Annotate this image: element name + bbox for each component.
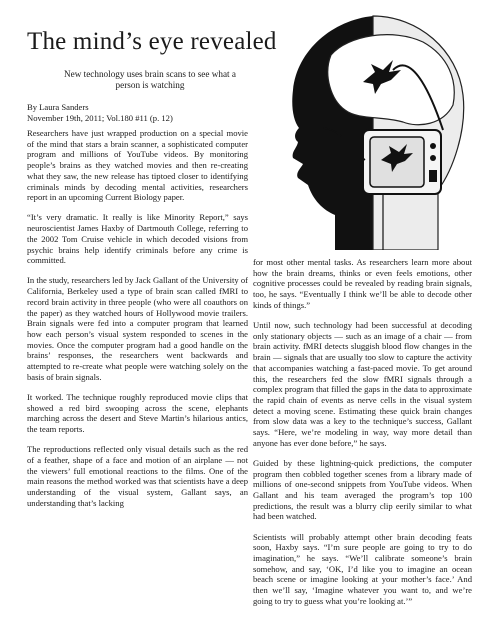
paragraph: It worked. The technique roughly reproduced movie clips that showed a red bird swooping across the scene, elephants marching across the desert and Steve Martin’s hilarious antics, the team reports. (27, 391, 248, 435)
paragraph: Researchers have just wrapped production on a special movie of the mind that stars a brain scanner, a sophisticated computer program and millions of YouTube videos. By monitoring people’s brains as they watched movies and then re-creating what they saw, the new release has tiptoed closer to identifying criminals minds by decoding mental activities, researchers report in an upcoming Current Biology paper. (27, 128, 248, 203)
paragraph: Guided by these lightning-quick predictions, the computer program then cobbled together scenes from a library made of millions of one-second snippets from YouTube videos. When Gallant and his team averaged the program’s top 100 predictions, the result was a blurry clip eerily similar to what had been watched. (253, 457, 472, 522)
head-illustration (253, 10, 471, 250)
tv-icon (363, 130, 441, 194)
article-subtitle: New technology uses brain scans to see what a person is watching (64, 69, 236, 90)
author: By Laura Sanders (27, 102, 89, 112)
paragraph: In the study, researchers led by Jack Gallant of the University of California, Berkeley used a type of brain scan called fMRI to record brain activity in three people (who were all coauthors on the paper) as they watched hours of Hollywood movie trailers. Brain signals were fed into a computer program that learned how each person’s visual system responded to scenes in the movies. Once the computer program had a good handle on the brains’ responses, the researchers went backwards and attempted to re-create what people were watching solely on the basis of brain signals. (27, 275, 248, 382)
paragraph: Scientists will probably attempt other brain decoding feats soon, Haxby says. “I’m sure people are going to try to do imagination,” he says. “We’ll calibrate someone’s brain somehow, and say, ‘OK, I’d like you to imagine an ocean beach scene or imagine looking at your mother’s face.’ And then we’ll say, ‘Imagine whatever you want to, and we’re going to try to guess what you’re looking at.’” (253, 531, 472, 606)
paragraph: Until now, such technology had been successful at decoding only stationary objects — such as an image of a chair — from brain activity. fMRI detects sluggish blood flow changes in the brain — signals that are usually too slow to capture the activity that accompanies watching a fast-paced movie. To get around this, the researchers fed the slow fMRI signals through a complex program that filled the gaps in the data to approximate the rapid chain of events as nerve cells in the visual system detect a moving scene. Estimating these quick brain changes from slow data was a key to the technique’s success, Gallant says. “Here, we’re modeling in way, way more detail than anyone has ever done before,” he says. (253, 320, 472, 448)
paragraph: “It’s very dramatic. It really is like Minority Report,” says neuroscientist James Haxby of Dartmouth College, referring to the 2002 Tom Cruise vehicle in which decoded visions from psychic brains help identify criminals before any crime is committed. (27, 212, 248, 266)
column-right (253, 257, 472, 616)
dateline: November 19th, 2011; Vol.180 #11 (p. 12) (27, 113, 173, 123)
article-title: The mind’s eye revealed (27, 28, 277, 55)
byline (27, 102, 267, 124)
paragraph: for most other mental tasks. As researchers learn more about how the brain dreams, thinks or even feels emotions, other cognitive processes could be revealed by reading brain signals, too, he says. “Eventually I think we’ll be able to decode other kinds of things.” (253, 257, 472, 310)
column-left (27, 128, 248, 518)
paragraph: The reproductions reflected only visual details such as the red of a feather, shape of a face and motion of an airplane — not the viewers’ full emotional reactions to the films. One of the main reasons the method worked was that scientists have a deep understanding of the visual system, Gallant says, an understanding that’s lacking (27, 444, 248, 508)
